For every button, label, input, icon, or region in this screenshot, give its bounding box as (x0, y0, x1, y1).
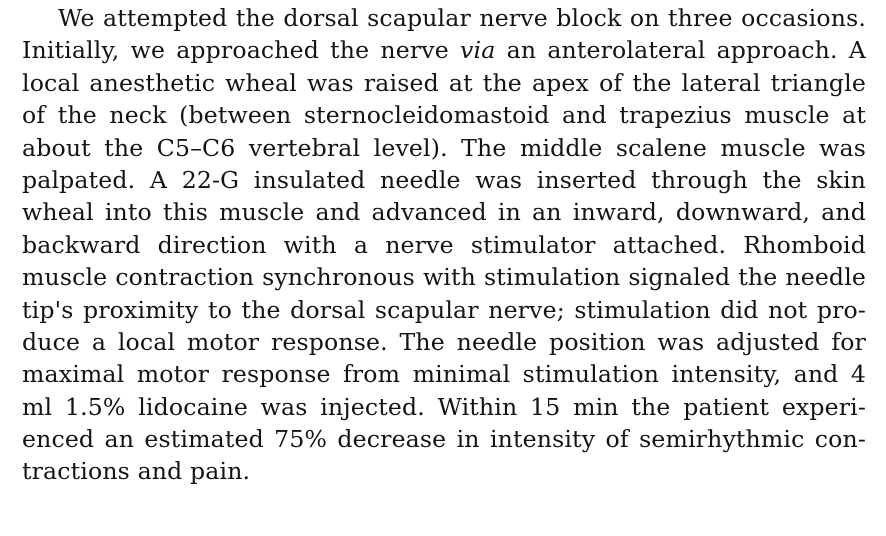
paragraph-line (22, 423, 866, 455)
paragraph-line (22, 164, 866, 196)
line-text: tip's proximity to the dorsal scapular nerve; stimulation did not pro- (22, 295, 866, 324)
line-text: palpated. A 22-G insulated needle was inserted through the skin (22, 165, 866, 194)
paragraph-line (22, 294, 866, 326)
paragraph-line (22, 326, 866, 358)
line-text: enced an estimated 75% decrease in intensity of semirhythmic con- (22, 425, 866, 454)
line-text: wheal into this muscle and advanced in an inward, downward, and (22, 198, 866, 227)
body-paragraph (22, 2, 866, 488)
paragraph-line (22, 2, 866, 34)
paragraph-line (22, 99, 866, 131)
line-text: maximal motor response from minimal stimulation intensity, and 4 (22, 360, 866, 389)
line-text: an anterolateral approach. A (495, 36, 866, 65)
paragraph-line (22, 196, 866, 228)
line-text: muscle contraction synchronous with stimulation signaled the needle (22, 263, 866, 292)
line-text: Initially, we approached the nerve (22, 36, 461, 65)
paragraph-line (22, 34, 866, 66)
line-text: duce a local motor response. The needle position was adjusted for (22, 327, 866, 356)
paragraph-line (22, 455, 866, 487)
line-text: backward direction with a nerve stimulator attached. Rhomboid (22, 230, 866, 259)
paragraph-line (22, 391, 866, 423)
line-text: of the neck (between sternocleidomastoid and trapezius muscle at (22, 101, 866, 130)
line-text: tractions and pain. (22, 457, 251, 486)
line-text: local anesthetic wheal was raised at the apex of the lateral triangle (22, 68, 866, 97)
paragraph-line (22, 261, 866, 293)
paragraph-line (22, 132, 866, 164)
paragraph-line (22, 358, 866, 390)
line-text: ml 1.5% lidocaine was injected. Within 15 min the patient experi- (22, 392, 866, 421)
italic-word: via (460, 36, 496, 65)
paragraph-line (22, 67, 866, 99)
paragraph-line (22, 229, 866, 261)
line-text: about the C5–C6 vertebral level). The middle scalene muscle was (22, 133, 866, 162)
line-text: We attempted the dorsal scapular nerve block on three occasions. (58, 4, 866, 32)
